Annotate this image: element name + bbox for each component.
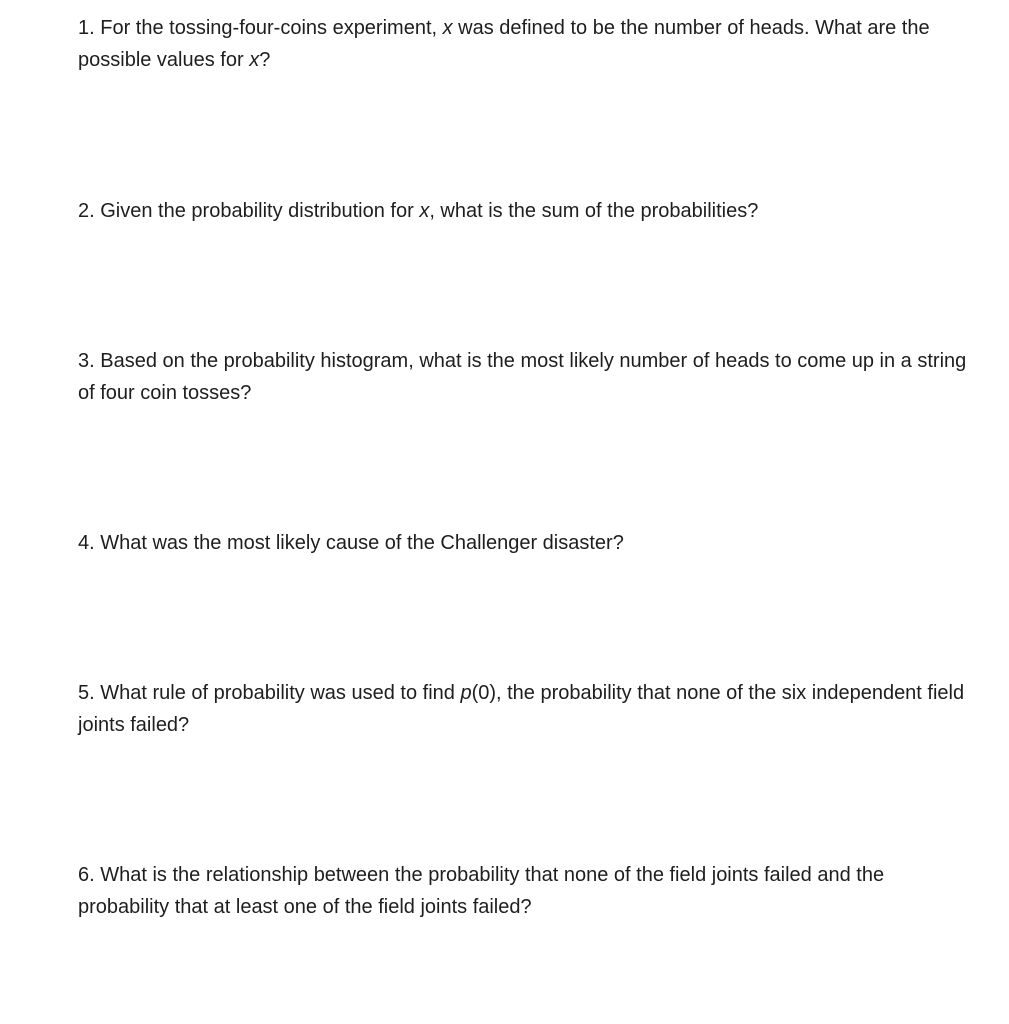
question-number: 1.	[78, 17, 95, 39]
variable-x: x	[249, 49, 260, 71]
question-number: 2.	[78, 200, 95, 222]
question-6	[78, 859, 978, 923]
question-text: ?	[259, 49, 271, 71]
question-2	[78, 195, 978, 227]
question-number: 6.	[78, 864, 95, 886]
variable-p: p	[460, 682, 472, 704]
question-5	[78, 677, 978, 741]
question-number: 3.	[78, 350, 95, 372]
question-1	[78, 12, 978, 76]
question-text: (0), the probability that none of the six independent field joints failed?	[78, 682, 965, 736]
question-3	[78, 345, 978, 409]
question-number: 4.	[78, 532, 95, 554]
question-text: For the tossing-four-coins experiment,	[100, 17, 443, 39]
question-text: , what is the sum of the probabilities?	[429, 200, 759, 222]
variable-x: x	[419, 200, 430, 222]
question-text: Given the probability distribution for	[100, 200, 420, 222]
variable-x: x	[442, 17, 453, 39]
question-text: was defined to be the number of heads. What are the possible values for	[78, 17, 930, 71]
question-text: What was the most likely cause of the Challenger disaster?	[100, 532, 624, 554]
question-text: What is the relationship between the probability that none of the field joints failed and the probability that at least one of the field joints failed?	[78, 864, 885, 918]
question-text: Based on the probability histogram, what is the most likely number of heads to come up in a string of four coin tosses?	[78, 350, 967, 404]
question-4	[78, 527, 978, 559]
question-number: 5.	[78, 682, 95, 704]
question-text: What rule of probability was used to find	[100, 682, 461, 704]
